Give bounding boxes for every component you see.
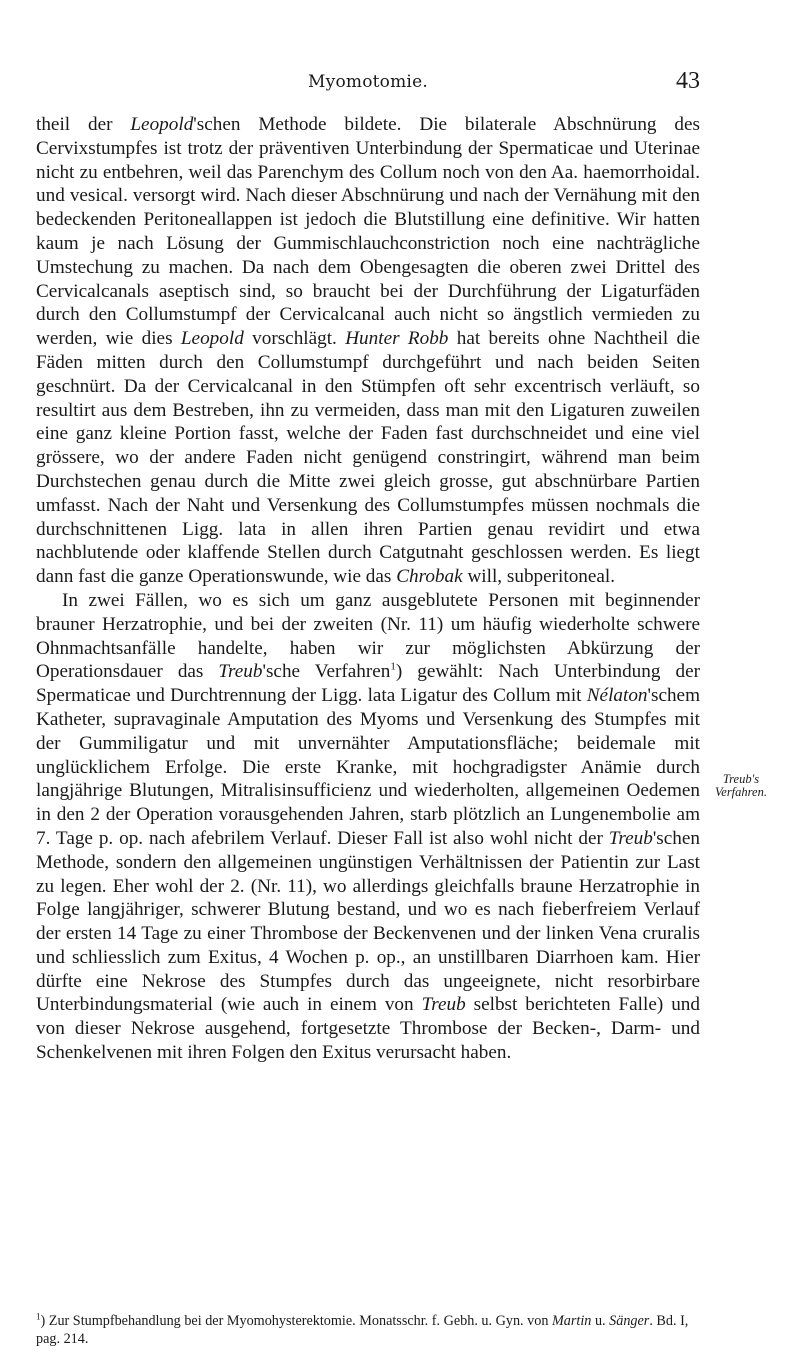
author-name: Nélaton <box>586 685 648 707</box>
text-run: 'schen Methode, sondern den allgemeinen ungünstigen Verhältnissen der Patientin zur Last zu legen. Eher wohl der 2. (Nr. 11), wo allerdings gleichfalls braune Herzatrophie in Folge langjähriger, schwerer Blutung bestand, und wo es nach fieberfreiem Verlauf der ersten 14 Tage zu einer Thrombose der Beckenvenen und der linken Vena cruralis und schliesslich zum Exitus, 4 Wochen p. op., an unstillbaren Diarrhoen kam. Hier dürfte eine Nekrose des Stumpfes durch das ungeeignete, nicht resorbirbare Unterbindungsmaterial (wie auch in einem von <box>36 827 700 1016</box>
footnote-reference: 1 <box>390 660 396 673</box>
author-name: Leopold <box>180 328 244 350</box>
footnote <box>36 1312 700 1348</box>
author-name: Treub <box>608 827 653 849</box>
author-name: Treub <box>421 994 466 1016</box>
page-number: 43 <box>676 68 700 94</box>
footnote-text: . Bd. I, pag. 214. <box>36 1313 689 1347</box>
text-run: 'schen Methode bildete. Die bilaterale Abschnürung des Cervixstumpfes ist trotz der präventiven Unterbindung der Spermaticae und Uterinae nicht zu entbehren, weil das Parenchym des Collum noch von den Aa. haemorrhoidal. und vesical. versorgt wird. Nach dieser Abschnürung und nach der Vernähung mit den bedeckenden Peritoneallappen ist jedoch die Blutstillung eine definitive. Wir hatten kaum je nach Lösung der Gummischlauchconstriction noch eine nachträgliche Umstechung zu machen. Da nach dem Obengesagten die oberen zwei Drittel des Cervicalcanals aseptisch sind, so braucht bei der Durchführung der Ligaturfäden durch den Collumstumpf der Cervicalcanal auch nicht so ängstlich vermieden zu werden, wie dies <box>36 114 700 350</box>
paragraph-1 <box>36 113 700 589</box>
paragraph-2 <box>36 589 700 1065</box>
margin-note <box>705 773 777 799</box>
margin-note-line: Treub's <box>722 772 760 786</box>
footnote-text: u. <box>591 1313 610 1329</box>
margin-note-line: Verfahren. <box>715 785 767 799</box>
author-name: Martin <box>551 1313 592 1329</box>
author-name: Sänger <box>609 1313 650 1329</box>
text-run: vorschlägt. <box>243 328 346 350</box>
text-run: hat bereits ohne Nachtheil die Fäden mitten durch den Collumstumpf durchgeführt und nach beiden Seiten geschnürt. Da der Cervicalcanal in den Stümpfen oft sehr excentrisch verläuft, so resultirt aus dem Bestreben, ihn zu vermeiden, dass man mit den Ligaturen zuweilen eine ganz kleine Portion fasst, welche der Faden fast durchschneidet und eine viel grössere, wo der andere Faden nicht genügend constringirt, während man beim Durchstechen genau durch die Mitte zwei gleich grosse, gut abschnürbare Partien umfasst. Nach der Naht und Versenkung des Collumstumpfes müssen nochmals die durchschnittenen Ligg. lata in allen ihren Partien genau revidirt und etwa nachblutende oder klaffende Stellen durch Catgutnaht geschlossen werden. Es liegt dann fast die ganze Operationswunde, wie das <box>36 328 700 588</box>
text-run: selbst berichteten Falle) und von dieser Nekrose ausgehend, fortgesetzte Thrombose der Becken-, Darm- und Schenkelvenen mit ihren Folgen den Exitus verursacht haben. <box>36 994 700 1064</box>
text-run: theil der <box>36 114 131 135</box>
footnote-marker: 1 <box>36 1311 41 1322</box>
author-name: Hunter Robb <box>345 328 449 350</box>
author-name: Treub <box>218 661 263 683</box>
author-name: Leopold <box>130 114 194 135</box>
author-name: Chrobak <box>396 566 463 588</box>
body-text <box>36 113 700 1065</box>
text-run: 'schem Katheter, supravaginale Amputation des Myoms und Versenkung des Stumpfes mit der Gummiligatur und mit unvernähter Amputationsfläche; beidemale mit unglücklichem Erfolge. Die erste Kranke, mit hochgradigster Anämie durch langjährige Blutungen, Mitralisinsufficienz und wiederholten, allgemeinen Oedemen in den 2 der Operation vorausgehenden Jahren, starb plötzlich an Lungenembolie am 7. Tage p. op. nach afebrilem Verlauf. Dieser Fall ist also wohl nicht der <box>36 685 700 849</box>
running-title: Myomotomie. <box>308 72 428 92</box>
text-run: 'sche Verfahren <box>262 661 391 683</box>
text-run: will, subperitoneal. <box>462 566 616 588</box>
footnote-text: ) Zur Stumpfbehandlung bei der Myomohysterektomie. Monatsschr. f. Gebh. u. Gyn. von <box>40 1313 552 1329</box>
page-header <box>36 68 700 100</box>
text-run: In zwei Fällen, wo es sich um ganz ausgeblutete Personen mit beginnender brauner Herzatrophie, und bei der zweiten (Nr. 11) um häufig wiederholte schwere Ohnmachtsanfälle handelte, haben wir zur möglichsten Abkürzung der Operationsdauer das <box>36 589 700 683</box>
text-run: ) gewählt: Nach Unterbindung der Spermaticae und Durchtrennung der Ligg. lata Ligatur des Collum mit <box>36 661 700 707</box>
